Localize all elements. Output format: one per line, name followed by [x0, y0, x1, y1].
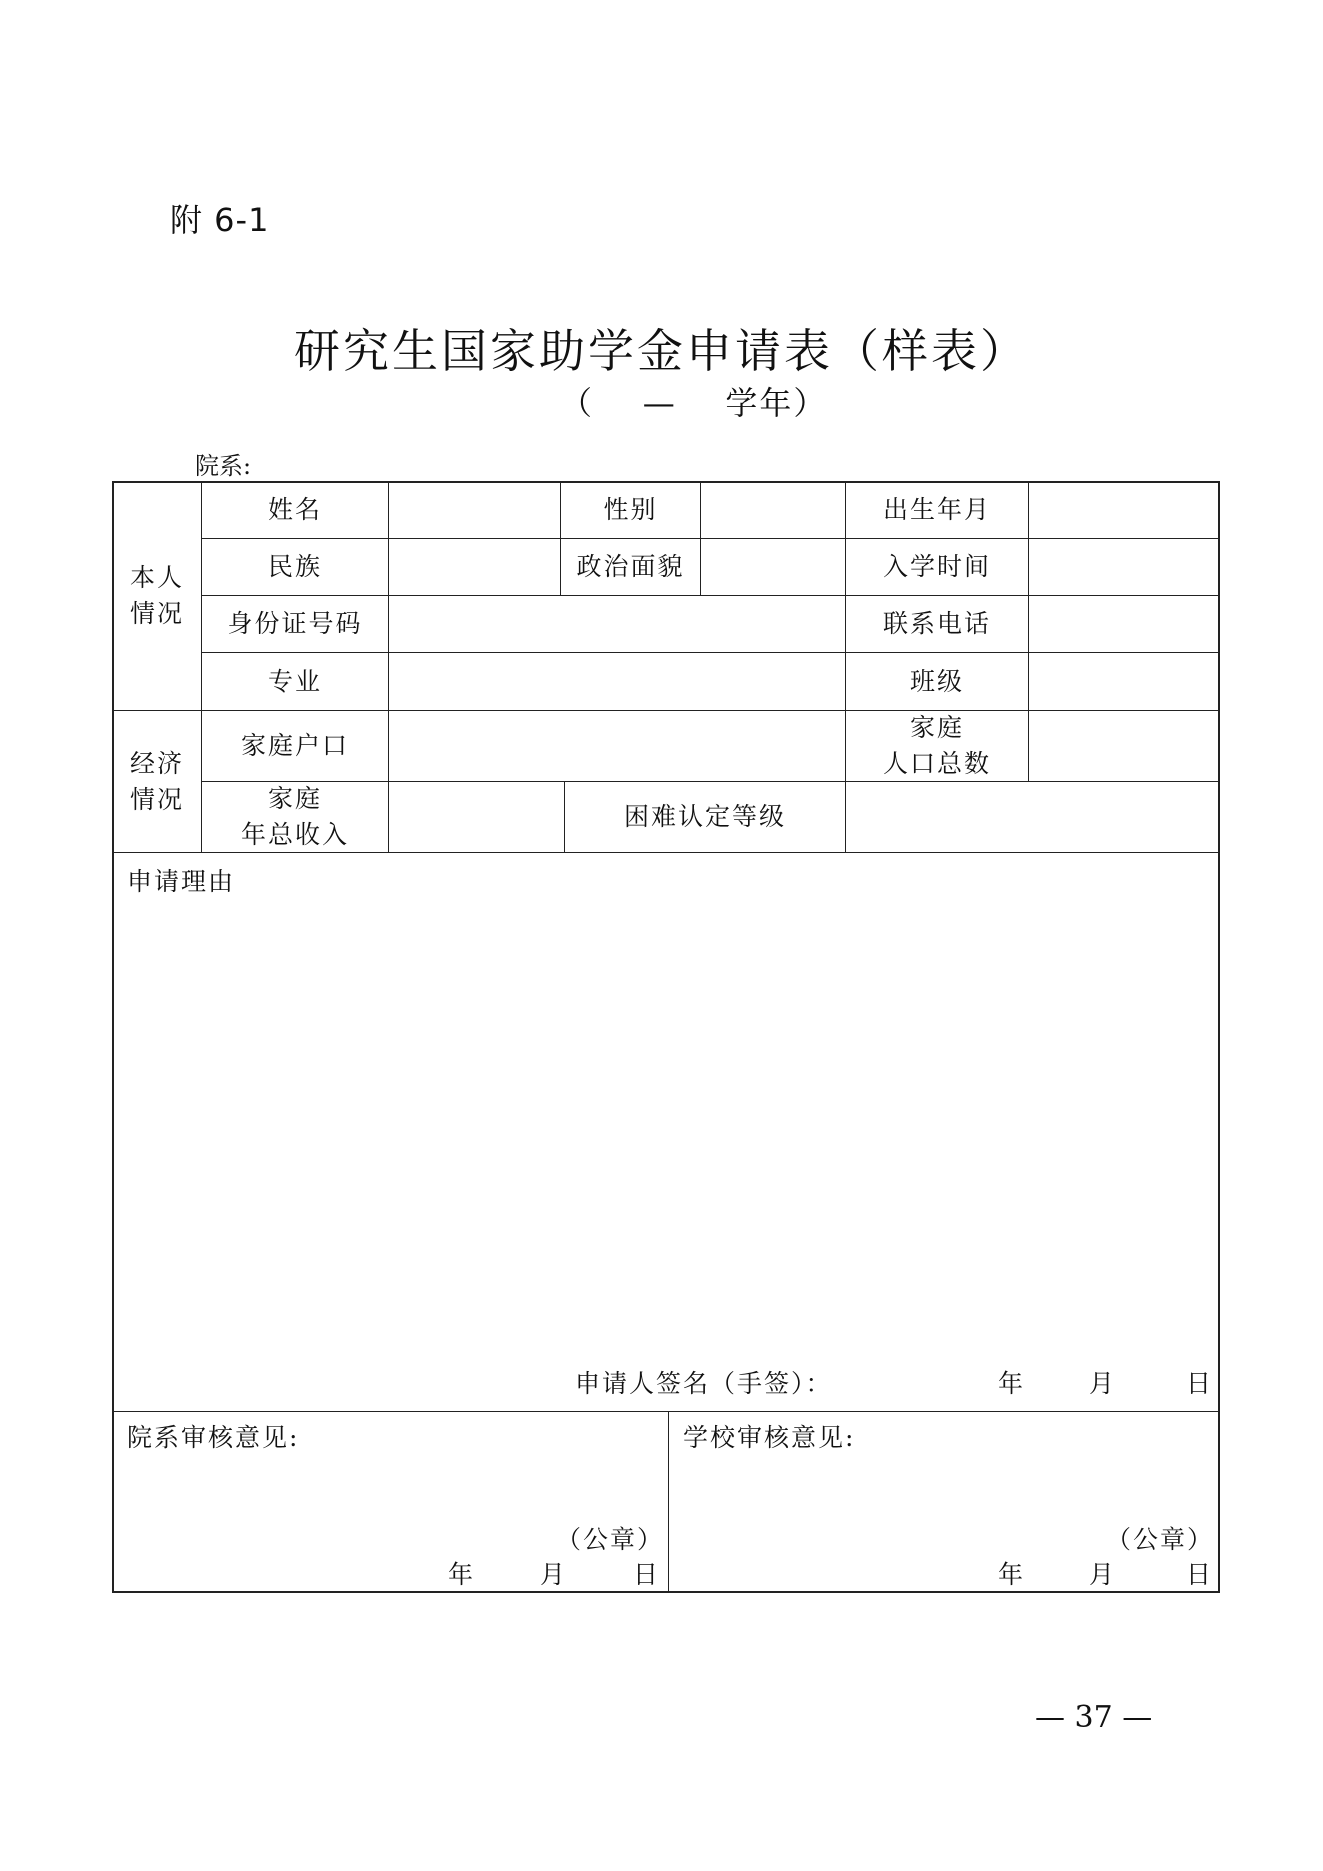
page-number: — 37 —: [1035, 1700, 1153, 1735]
form-title: 研究生国家助学金申请表（样表）: [294, 324, 1029, 378]
family-size-field[interactable]: [1029, 711, 1218, 781]
phone-label: 联系电话: [882, 609, 991, 638]
reason-day: 日: [1186, 1369, 1214, 1398]
birth-label: 出生年月: [882, 495, 991, 524]
school-review-label: 学校审核意见:: [683, 1423, 856, 1452]
ethnicity-label: 民族: [267, 552, 322, 581]
income-field[interactable]: [389, 782, 564, 852]
attachment-label: 附 6-1: [170, 201, 270, 239]
school-day: 日: [1186, 1560, 1214, 1589]
class-field[interactable]: [1029, 653, 1218, 710]
name-label: 姓名: [267, 495, 322, 524]
political-label: 政治面貌: [576, 552, 685, 581]
dept-month: 月: [540, 1560, 568, 1589]
income-label: 家庭 年总收入: [240, 784, 349, 849]
signature-label: 申请人签名（手签）：: [575, 1369, 833, 1398]
personal-section-label: 本人 情况: [129, 563, 184, 628]
dept-review-label: 院系审核意见:: [127, 1423, 300, 1452]
reason-label: 申请理由: [127, 867, 236, 896]
department-label: 院系:: [195, 452, 252, 480]
school-seal: （公章）: [1106, 1525, 1215, 1554]
school-year: 年: [998, 1560, 1026, 1589]
family-size-label: 家庭 人口总数: [882, 713, 991, 778]
major-field[interactable]: [389, 653, 845, 710]
dept-day: 日: [633, 1560, 661, 1589]
household-label: 家庭户口: [240, 731, 349, 760]
gender-label: 性别: [603, 495, 658, 524]
reason-year: 年: [998, 1369, 1026, 1398]
school-month: 月: [1089, 1560, 1117, 1589]
id-field[interactable]: [389, 596, 845, 652]
id-label: 身份证号码: [227, 609, 363, 638]
name-field[interactable]: [389, 482, 560, 538]
reason-month: 月: [1089, 1369, 1117, 1398]
political-field[interactable]: [701, 539, 845, 595]
class-label: 班级: [909, 666, 964, 696]
birth-field[interactable]: [1029, 482, 1218, 538]
academic-year: （ — 学年）: [560, 384, 828, 422]
dept-seal: （公章）: [556, 1525, 665, 1554]
major-label: 专业: [267, 666, 322, 696]
difficulty-label: 困难认定等级: [623, 802, 786, 831]
enroll-field[interactable]: [1029, 539, 1218, 595]
reason-text-area[interactable]: [113, 900, 1217, 1350]
difficulty-field[interactable]: [846, 782, 1218, 852]
phone-field[interactable]: [1029, 596, 1218, 652]
economic-section-label: 经济 情况: [129, 748, 184, 814]
ethnicity-field[interactable]: [389, 539, 560, 595]
enroll-label: 入学时间: [882, 552, 991, 581]
dept-year: 年: [448, 1560, 476, 1589]
gender-field[interactable]: [701, 482, 845, 538]
household-field[interactable]: [389, 711, 845, 781]
